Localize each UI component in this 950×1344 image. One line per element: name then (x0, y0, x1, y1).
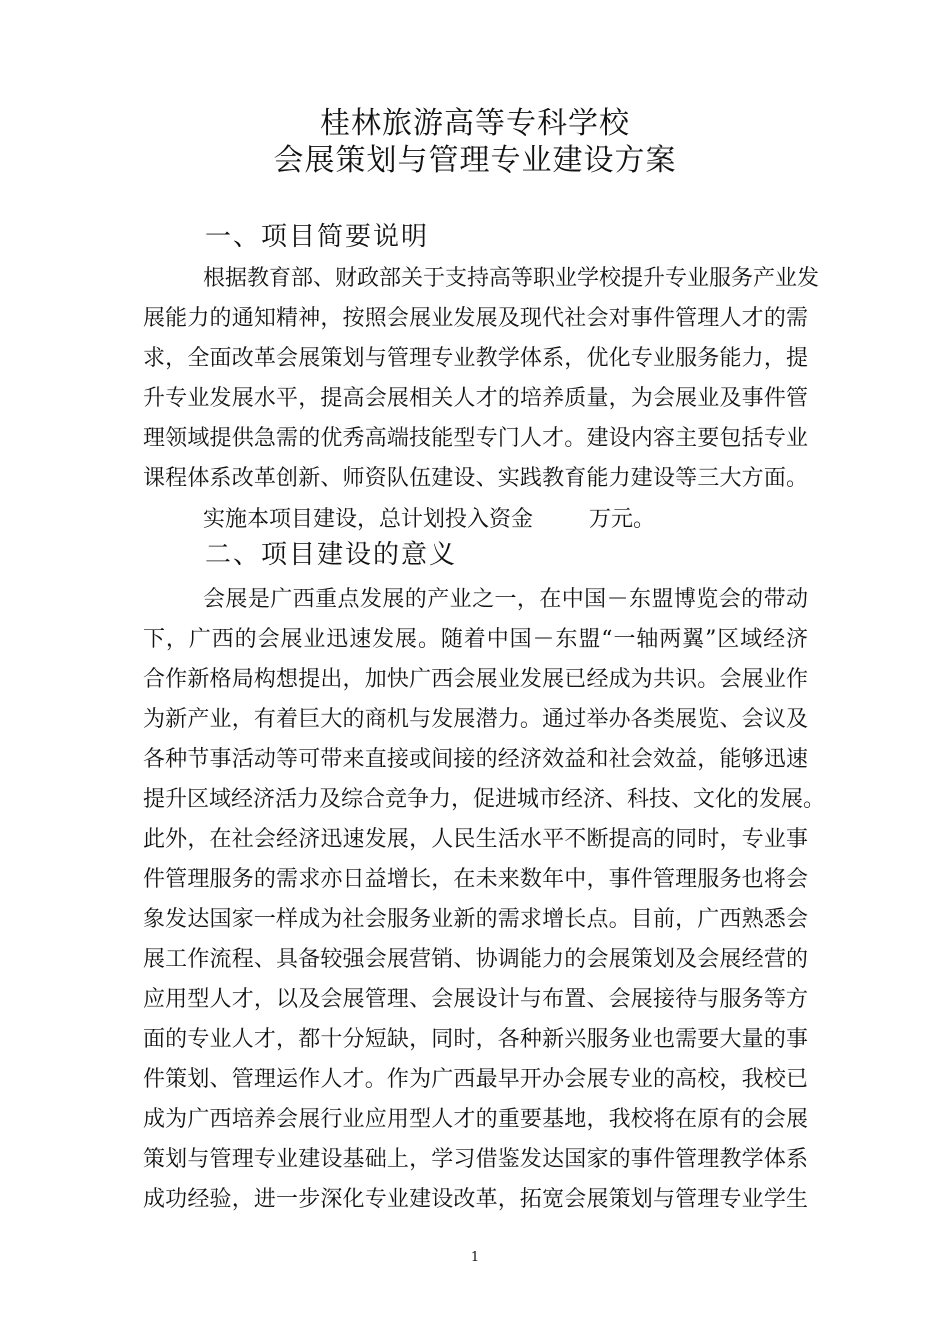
paragraph-line: 展工作流程、具备较强会展营销、协调能力的会展策划及会展经营的 (143, 947, 808, 972)
paragraph-line: 展能力的通知精神，按照会展业发展及现代社会对事件管理人才的需 (143, 306, 808, 331)
paragraph-line: 会展是广西重点发展的产业之一，在中国－东盟博览会的带动 (203, 587, 808, 612)
paragraph-line: 求，全面改革会展策划与管理专业教学体系，优化专业服务能力，提 (143, 346, 808, 371)
paragraph-line: 合作新格局构想提出，加快广西会展业发展已经成为共识。会展业作 (143, 667, 808, 692)
paragraph-line: 课程体系改革创新、师资队伍建设、实践教育能力建设等三大方面。 (143, 466, 808, 491)
paragraph-line: 下，广西的会展业迅速发展。随着中国－东盟“一轴两翼”区域经济 (143, 627, 808, 652)
paragraph-line: 升专业发展水平，提高会展相关人才的培养质量，为会展业及事件管 (143, 386, 808, 411)
paragraph-line: 件策划、管理运作人才。作为广西最早开办会展专业的高校，我校已 (143, 1067, 808, 1092)
investment-line: 实施本项目建设，总计划投入资金 万元。 (203, 507, 655, 532)
paragraph-line: 提升区域经济活力及综合竞争力，促进城市经济、科技、文化的发展。 (143, 787, 826, 812)
paragraph-line: 应用型人才，以及会展管理、会展设计与布置、会展接待与服务等方 (143, 987, 808, 1012)
paragraph-line: 根据教育部、财政部关于支持高等职业学校提升专业服务产业发 (203, 266, 820, 291)
paragraph-line: 成为广西培养会展行业应用型人才的重要基地，我校将在原有的会展 (143, 1107, 808, 1132)
paragraph-line: 为新产业，有着巨大的商机与发展潜力。通过举办各类展览、会议及 (143, 707, 808, 732)
paragraph-line: 理领域提供急需的优秀高端技能型专门人才。建设内容主要包括专业 (143, 426, 808, 451)
paragraph-line: 成功经验，进一步深化专业建设改革，拓宽会展策划与管理专业学生 (143, 1187, 808, 1212)
paragraph-line: 此外，在社会经济迅速发展，人民生活水平不断提高的同时，专业事 (143, 827, 808, 852)
document-title-school: 桂林旅游高等专科学校 (320, 106, 630, 141)
paragraph-line: 各种节事活动等可带来直接或间接的经济效益和社会效益，能够迅速 (143, 747, 808, 772)
paragraph-line: 策划与管理专业建设基础上，学习借鉴发达国家的事件管理教学体系 (143, 1147, 808, 1172)
section-heading-2: 二、项目建设的意义 (205, 540, 458, 570)
paragraph-line: 面的专业人才，都十分短缺，同时，各种新兴服务业也需要大量的事 (143, 1027, 808, 1052)
document-title-plan: 会展策划与管理专业建设方案 (273, 143, 677, 178)
paragraph-line: 件管理服务的需求亦日益增长，在未来数年中，事件管理服务也将会 (143, 867, 808, 892)
section-heading-1: 一、项目简要说明 (205, 222, 430, 252)
paragraph-line: 象发达国家一样成为社会服务业新的需求增长点。目前，广西熟悉会 (143, 907, 808, 932)
page-number: 1 (470, 1250, 480, 1265)
